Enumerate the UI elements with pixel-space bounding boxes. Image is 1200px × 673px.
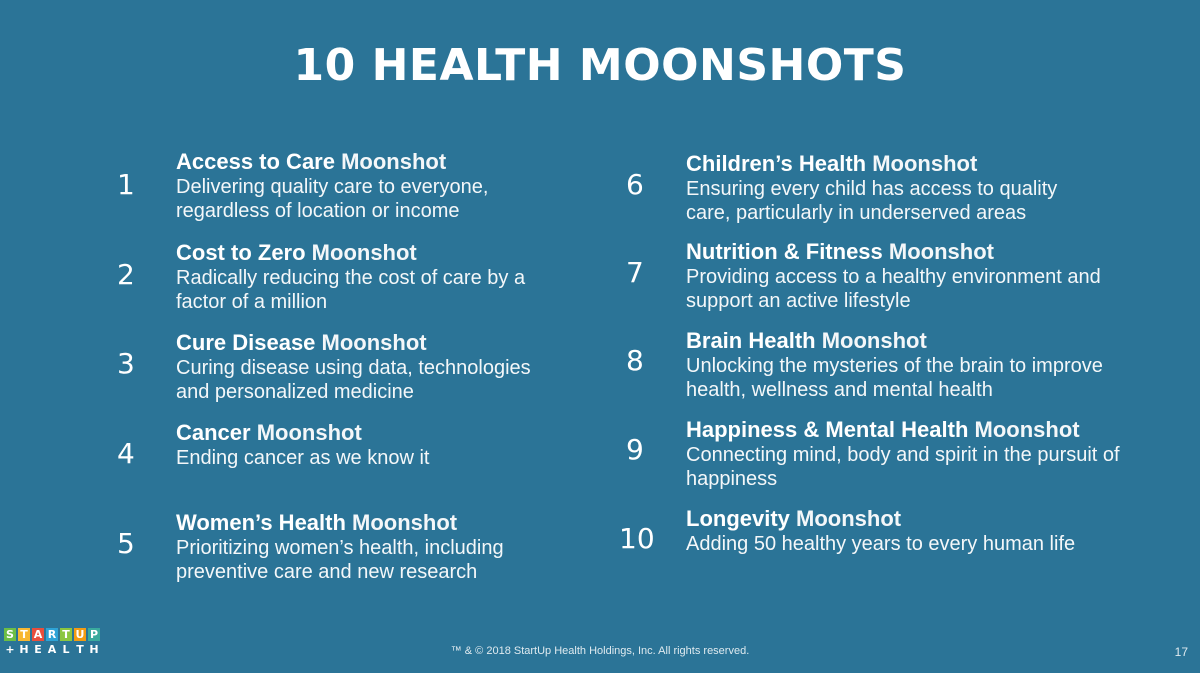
moonshot-number: 5 [117, 527, 135, 560]
moonshot-description: Connecting mind, body and spirit in the pursuit of happiness [686, 444, 1120, 490]
moonshot-item [686, 506, 1126, 556]
moonshot-description: Delivering quality care to everyone, regardless of location or income [176, 176, 489, 222]
moonshot-description: Ensuring every child has access to quality care, particularly in underserved areas [686, 178, 1058, 224]
logo-letter: H [19, 643, 29, 656]
moonshot-title: Cancer Moonshot [176, 420, 362, 445]
moonshot-number: 7 [626, 256, 644, 289]
moonshot-number: 6 [626, 168, 644, 201]
moonshot-description: Prioritizing women’s health, including preventive care and new research [176, 537, 504, 583]
moonshot-title: Cost to Zero Moonshot [176, 240, 417, 265]
moonshot-number: 10 [619, 522, 655, 555]
moonshot-title: Longevity Moonshot [686, 506, 902, 531]
moonshot-number: 1 [117, 168, 135, 201]
moonshot-description: Unlocking the mysteries of the brain to improve health, wellness and mental health [686, 355, 1103, 401]
moonshot-item [686, 151, 1106, 225]
moonshot-description: Providing access to a healthy environment and support an active lifestyle [686, 266, 1101, 312]
moonshot-item [176, 149, 556, 223]
moonshot-item [686, 239, 1126, 313]
logo-letter: P [89, 628, 99, 641]
logo-letter: T [76, 643, 84, 656]
moonshot-title: Women’s Health Moonshot [176, 510, 458, 535]
moonshot-number: 8 [626, 344, 644, 377]
moonshot-item [176, 240, 556, 314]
logo-letter: H [89, 643, 99, 656]
moonshot-description: Adding 50 healthy years to every human life [686, 533, 1076, 555]
moonshot-number: 3 [117, 347, 135, 380]
logo-letter: E [34, 643, 42, 656]
logo-letter: T [60, 628, 72, 641]
moonshot-item [686, 417, 1126, 491]
moonshot-item [686, 328, 1106, 402]
logo-letter: A [33, 628, 43, 641]
moonshot-title: Children’s Health Moonshot [686, 151, 978, 176]
moonshot-number: 4 [117, 437, 135, 470]
logo-letter: L [62, 643, 70, 656]
moonshot-description: Radically reducing the cost of care by a factor of a million [176, 267, 526, 313]
copyright-footer: ™ & © 2018 StartUp Health Holdings, Inc. All rights reserved. [450, 645, 750, 657]
logo-letter: R [47, 628, 57, 641]
page-number: 17 [1174, 645, 1188, 659]
logo-row-top [4, 628, 100, 641]
moonshot-title: Access to Care Moonshot [176, 149, 447, 174]
logo-letter: T [18, 628, 30, 641]
moonshot-item [176, 420, 556, 470]
moonshot-description: Curing disease using data, technologies and personalized medicine [176, 357, 531, 403]
moonshot-title: Nutrition & Fitness Moonshot [686, 239, 994, 264]
logo-letter: + [5, 643, 15, 656]
moonshot-description: Ending cancer as we know it [176, 447, 430, 469]
moonshot-title: Happiness & Mental Health Moonshot [686, 417, 1080, 442]
logo-letter: U [75, 628, 85, 641]
moonshot-title: Brain Health Moonshot [686, 328, 927, 353]
moonshot-title: Cure Disease Moonshot [176, 330, 427, 355]
slide-title: 10 HEALTH MOONSHOTS [293, 40, 907, 91]
moonshot-item [176, 330, 556, 404]
moonshot-number: 9 [626, 433, 644, 466]
moonshot-number: 2 [117, 258, 135, 291]
logo-letter: A [47, 643, 57, 656]
logo-letter: S [4, 628, 16, 641]
moonshot-item [176, 510, 556, 584]
